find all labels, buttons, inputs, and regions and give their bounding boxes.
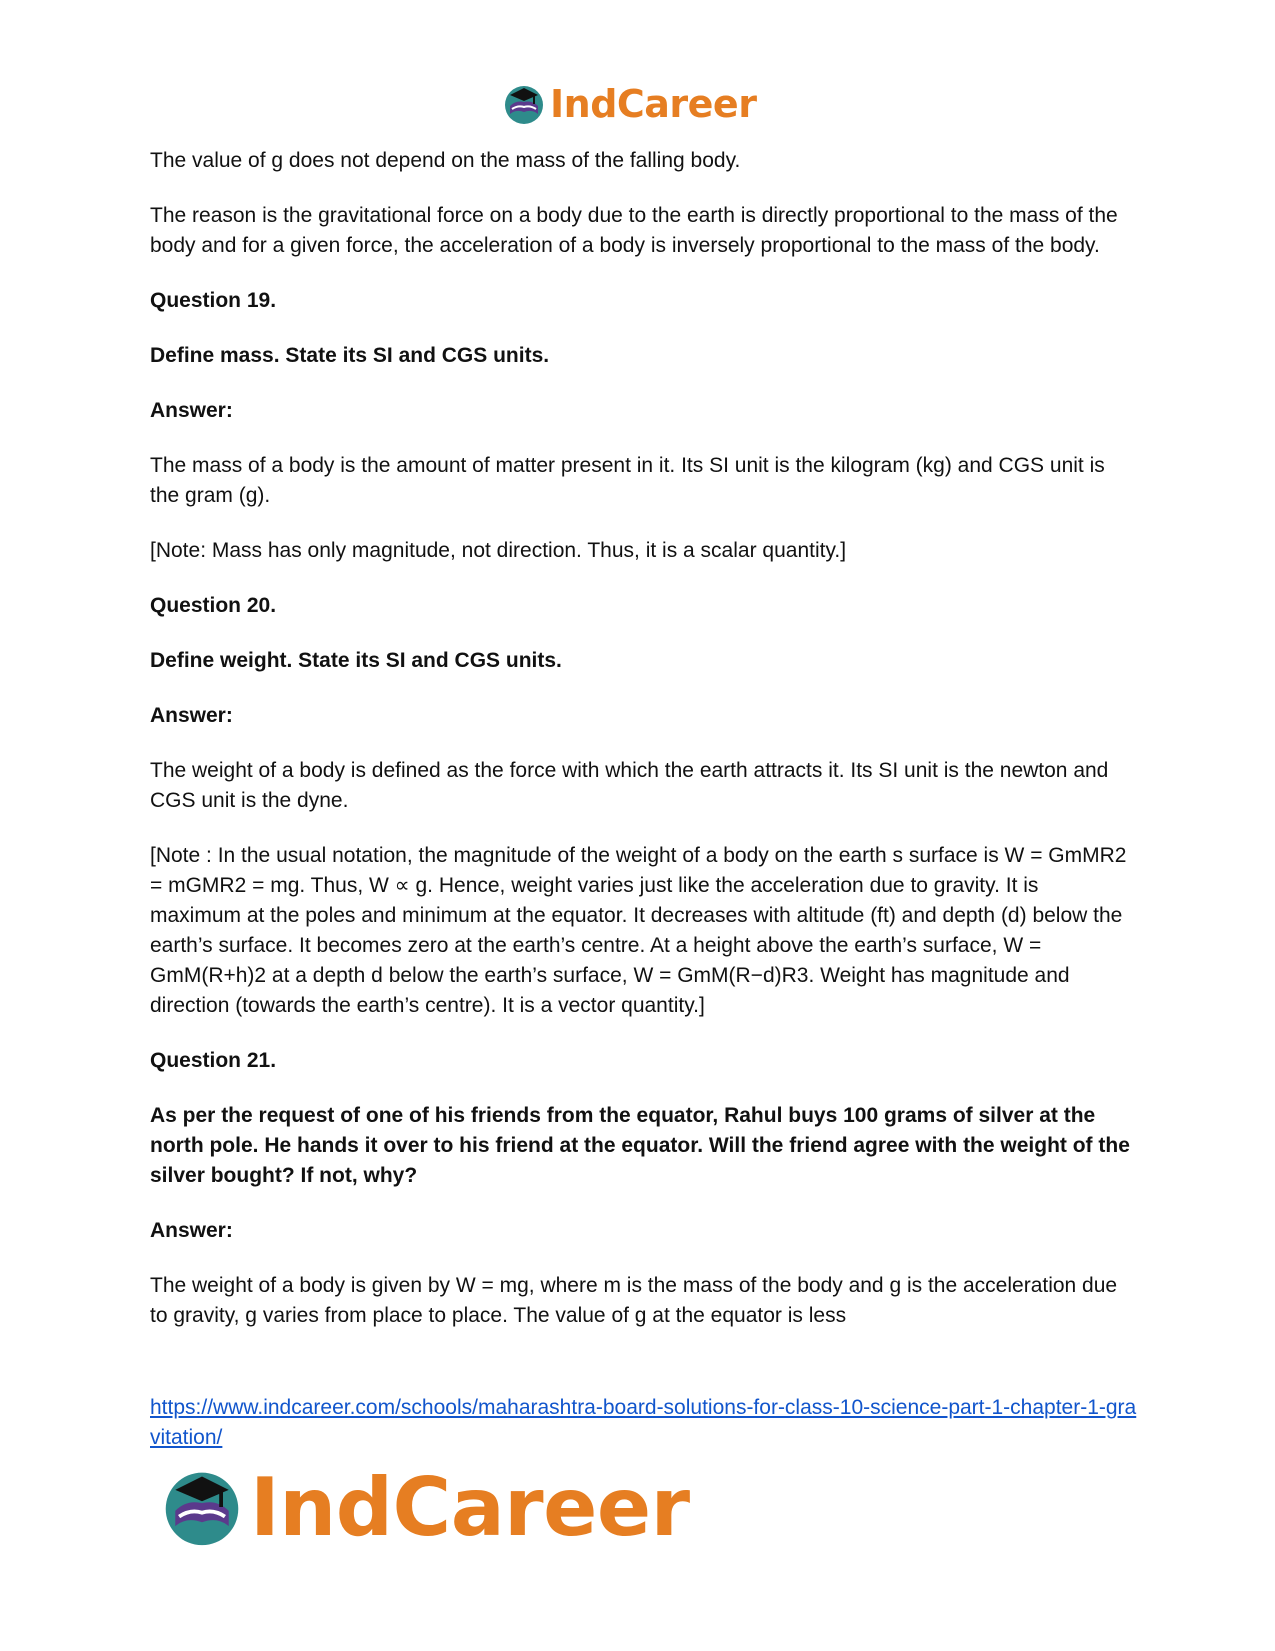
source-link[interactable]: https://www.indcareer.com/schools/maharashtra-board-solutions-for-class-10-science-part-1-chapter-1-gravitation/ xyxy=(150,1396,1137,1449)
question-heading: As per the request of one of his friends from the equator, Rahul buys 100 grams of silver at the north pole. He hands it over to his friend at the equator. Will the friend agree with the weight of the silver bought? If not, why? xyxy=(150,1104,1130,1187)
question-heading: Answer: xyxy=(150,399,233,422)
question-heading: Answer: xyxy=(150,704,233,727)
body-paragraph: [Note : In the usual notation, the magnitude of the weight of a body on the earth s surface is W = GmMR2 = mGMR2 = mg. Thus, W ∝ g. Hence, weight varies just like the acceleration due to gravity. It is maximum at the poles and minimum at the equator. It decreases with altitude (ft) and depth (d) below the earth’s surface. It becomes zero at the earth’s centre. At a height above the earth’s surface, W = GmM(R+h)2 at a depth d below the earth’s surface, W = GmM(R−d)R3. Weight has magnitude and direction (towards the earth’s centre). It is a vector quantity.] xyxy=(150,844,1127,1017)
body-paragraph: [Note: Mass has only magnitude, not direction. Thus, it is a scalar quantity.] xyxy=(150,539,847,562)
source-link-block xyxy=(150,1393,1140,1453)
body-paragraph: The weight of a body is given by W = mg, where m is the mass of the body and g is the acceleration due to gravity, g varies from place to place. The value of g at the equator is less xyxy=(150,1274,1118,1327)
graduation-book-globe-icon xyxy=(502,82,546,126)
footer-logo-text: IndCareer xyxy=(250,1460,690,1554)
body-paragraph: The mass of a body is the amount of matter present in it. Its SI unit is the kilogram (kg) and CGS unit is the gram (g). xyxy=(150,454,1105,507)
question-heading: Define weight. State its SI and CGS units. xyxy=(150,649,562,672)
header-logo xyxy=(502,80,756,128)
footer-logo xyxy=(160,1462,690,1552)
graduation-book-globe-icon xyxy=(160,1465,244,1549)
question-heading: Question 20. xyxy=(150,594,277,617)
document-body xyxy=(150,146,1130,1356)
question-heading: Question 19. xyxy=(150,289,277,312)
question-heading: Answer: xyxy=(150,1219,233,1242)
body-paragraph: The reason is the gravitational force on a body due to the earth is directly proportional to the mass of the body and for a given force, the acceleration of a body is inversely proportional to the mass of the body. xyxy=(150,204,1118,257)
header-logo-text: IndCareer xyxy=(550,82,757,126)
question-heading: Define mass. State its SI and CGS units. xyxy=(150,344,550,367)
body-paragraph: The value of g does not depend on the mass of the falling body. xyxy=(150,149,741,172)
body-paragraph: The weight of a body is defined as the force with which the earth attracts it. Its SI unit is the newton and CGS unit is the dyne. xyxy=(150,759,1109,812)
question-heading: Question 21. xyxy=(150,1049,277,1072)
